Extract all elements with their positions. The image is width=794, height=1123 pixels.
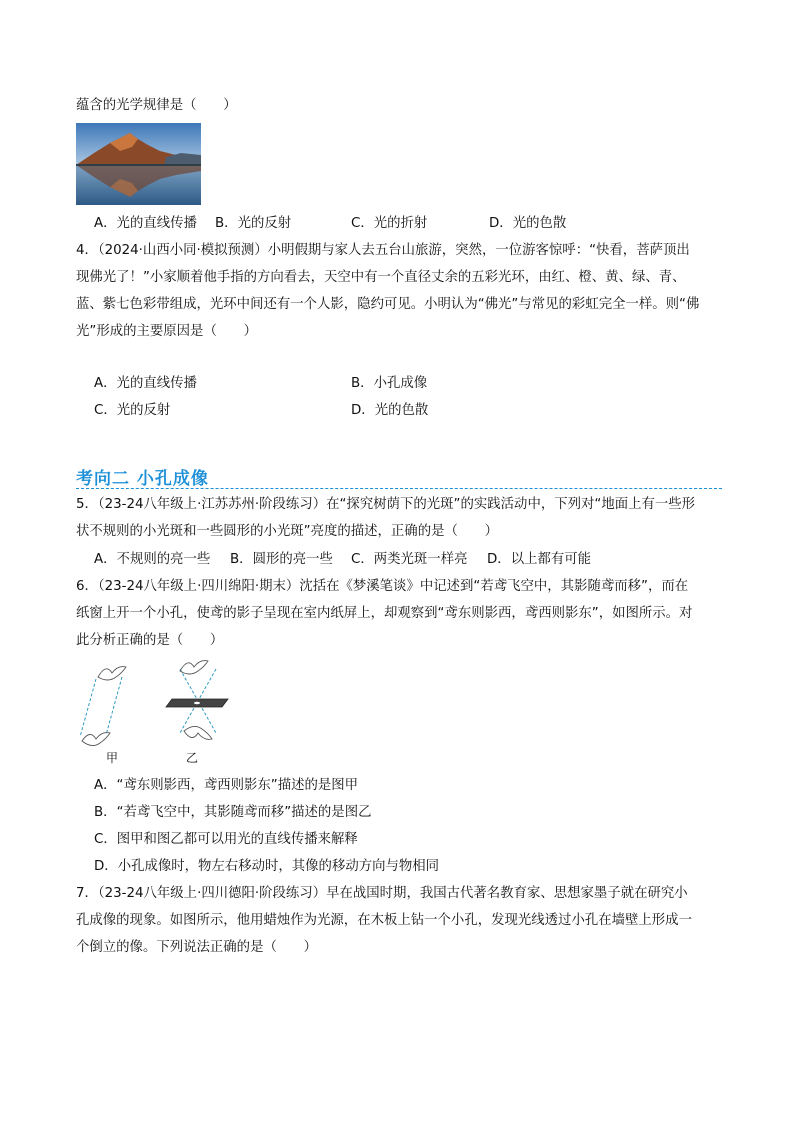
q6-option-a: A．“鸢东则影西，鸢西则影东”描述的是图甲 <box>94 778 359 793</box>
q6-option-c: C．图甲和图乙都可以用光的直线传播来解释 <box>94 832 358 847</box>
q4-stem-line-1: 4．（2024·山西小同·模拟预测）小明假期与家人去五台山旅游，突然，一位游客惊呼：“快看，菩萨顶出 <box>76 243 690 258</box>
q7-stem-line-3: 个倒立的像。下列说法正确的是（ ） <box>76 940 318 955</box>
q3-option-b: B．光的反射 <box>215 216 292 231</box>
section-title: 考向二 小孔成像 <box>76 469 209 489</box>
q6-figure-drawing <box>76 655 236 767</box>
q5-stem-line-2: 状不规则的小光斑和一些圆形的小光斑”亮度的描述，正确的是（ ） <box>76 524 499 539</box>
q5-option-b: B．圆形的亮一些 <box>230 552 333 567</box>
figure-label-left: 甲 <box>106 751 119 765</box>
q4-option-a: A．光的直线传播 <box>94 376 197 391</box>
mountain-lake-photo <box>76 123 201 205</box>
q6-figure <box>76 655 236 767</box>
figure-right-pinhole-diagram <box>166 661 228 740</box>
q5-option-c: C．两类光斑一样亮 <box>351 552 468 567</box>
q4-option-d: D．光的色散 <box>351 403 429 418</box>
q7-stem-line-2: 孔成像的现象。如图所示，他用蜡烛作为光源，在木板上钻一个小孔，发现光线透过小孔在墙壁上形成一 <box>76 913 692 928</box>
q3-option-a: A．光的直线传播 <box>94 216 197 231</box>
figure-label-right: 乙 <box>186 751 199 765</box>
q4-stem-line-2: 现佛光了！”小家顺着他手指的方向看去，天空中有一个直径丈余的五彩光环，由红、橙、黄、绿、青、 <box>76 270 686 285</box>
q3-stem-tail: 蕴含的光学规律是（ ） <box>76 98 237 113</box>
q7-stem-line-1: 7．（23-24八年级上·四川德阳·阶段练习）早在战国时期，我国古代著名教育家、思想家墨子就在研究小 <box>76 886 688 901</box>
section-divider <box>76 488 722 489</box>
q6-option-d: D．小孔成像时，物左右移动时，其像的移动方向与物相同 <box>94 859 440 874</box>
pinhole-board <box>166 699 228 707</box>
q4-stem-line-3: 蓝、紫七色彩带组成，光环中间还有一个人影，隐约可见。小明认为“佛光”与常见的彩虹完全一样。则“佛 <box>76 297 700 312</box>
q5-stem-line-1: 5．（23-24八年级上·江苏苏州·阶段练习）在“探究树荫下的光斑”的实践活动中，下列对“地面上有一些形 <box>76 497 696 512</box>
q4-option-c: C．光的反射 <box>94 403 171 418</box>
q5-option-a: A．不规则的亮一些 <box>94 552 211 567</box>
q6-stem-line-1: 6．（23-24八年级上·四川绵阳·期末）沈括在《梦溪笔谈》中记述到“若鸢飞空中，其影随鸢而移”，而在 <box>76 579 689 594</box>
q3-option-d: D．光的色散 <box>489 216 567 231</box>
q5-option-d: D．以上都有可能 <box>487 552 592 567</box>
q6-option-b: B．“若鸢飞空中，其影随鸢而移”描述的是图乙 <box>94 805 372 820</box>
q4-option-b: B．小孔成像 <box>351 376 428 391</box>
q6-stem-line-2: 纸窗上开一个小孔，使鸢的影子呈现在室内纸屏上，却观察到“鸢东则影西，鸢西则影东”，如图所示。对 <box>76 606 693 621</box>
figure-left-shadow-diagram <box>80 667 126 746</box>
q6-stem-line-3: 此分析正确的是（ ） <box>76 633 224 648</box>
q4-stem-line-4: 光”形成的主要原因是（ ） <box>76 324 258 339</box>
q3-option-c: C．光的折射 <box>351 216 428 231</box>
